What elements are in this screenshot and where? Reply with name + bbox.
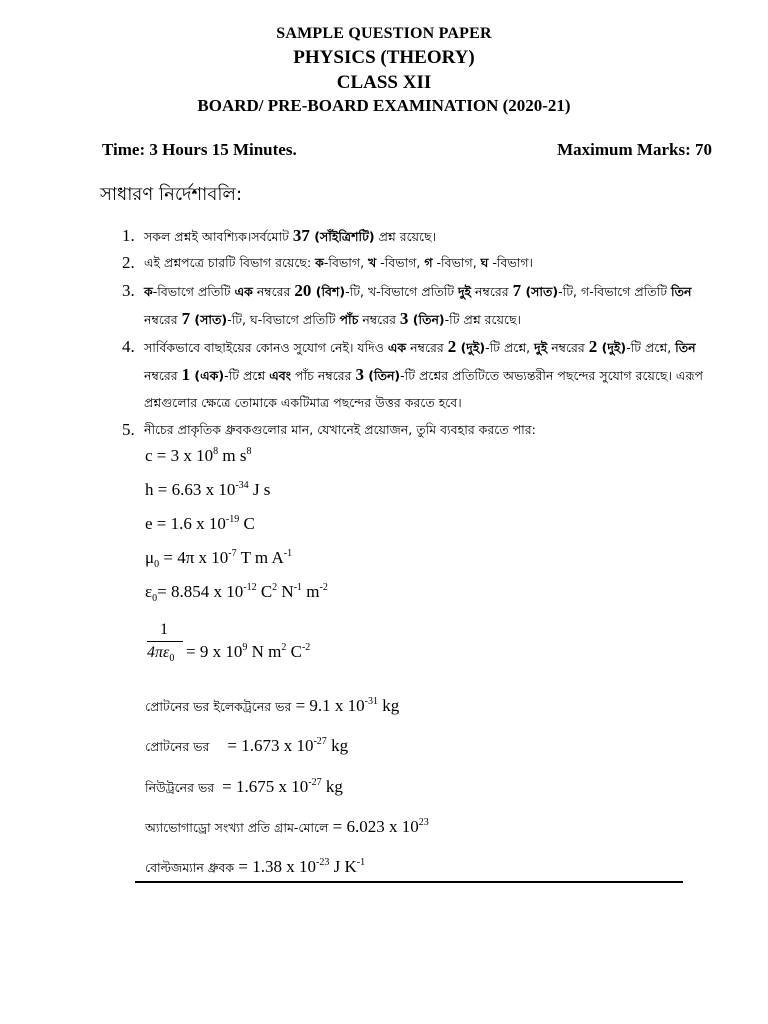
class-heading: CLASS XII (336, 72, 432, 93)
paper-type-heading: SAMPLE QUESTION PAPER (276, 25, 492, 42)
instruction-number: 5. (122, 420, 135, 439)
instruction-number: 3. (122, 281, 135, 300)
constant-boltzmann: বোল্টজম্যান ধ্রুবক = 1.38 x $10^{-23}$ J $K^{-1}$ (145, 857, 366, 876)
instruction-text: নীচের প্রাকৃতিক ধ্রুবকগুলোর মান, যেখানেই প্রয়োজন, তুমি ব্যবহার করতে পার: (144, 422, 536, 437)
fraction-bar (147, 641, 183, 642)
constant-permeability: $\mu_0 = 4\pi$ x $10^{-7}$ T m $A^{-1}$ (145, 548, 293, 570)
maximum-marks: Maximum Marks: 70 (557, 140, 712, 159)
constant-coulomb-rhs: = 9 x $10^9$ N $m^2$ $C^{-2}$ (186, 642, 311, 661)
instruction-item (122, 277, 722, 333)
subject-heading: PHYSICS (THEORY) (293, 47, 475, 68)
constant-permittivity: $\varepsilon_0= 8.854$ x $10^{-12}$ $C^2$ $N^{-1}$ $m^{-2}$ (145, 582, 328, 604)
instruction-text: ক-বিভাগে প্রতিটি এক নম্বরের 20 (বিশ)-টি, খ-বিভাগে প্রতিটি দুই নম্বরের 7 (সাত)-টি, গ-বিভাগে প্রতিটি তিন নম্বরের 7 (সাত)-টি, ঘ-বিভাগে প্রতিটি পাঁচ নম্বরের 3 (তিন)-টি প্রশ্ন রয়েছে। (144, 281, 692, 328)
instruction-text: সকল প্রশ্নই আবশ্যিক।সর্বমোট 37 (সাঁইত্রিশটি) প্রশ্ন রয়েছে। (144, 226, 437, 245)
time-allowed: Time: 3 Hours 15 Minutes. (102, 140, 297, 159)
exam-heading: BOARD/ PRE-BOARD EXAMINATION (2020-21) (197, 96, 571, 115)
constant-proton-electron-mass: প্রোটনের ভর ইলেকট্রনের ভর = 9.1 x $10^{-31}$ kg (145, 696, 400, 715)
constant-speed-of-light: c = 3 x $10^8$ m $s^8$ (145, 446, 252, 465)
instruction-text: সার্বিকভাবে বাছাইয়ের কোনও সুযোগ নেই। যদিও এক নম্বরের 2 (দুই)-টি প্রশ্নে, দুই নম্বরের 2 (দুই)-টি প্রশ্নে, তিন নম্বরের 1 (এক)-টি প্রশ্নে এবং পাঁচ নম্বরের 3 (তিন)-টি প্রশ্নের প্রতিটিতে অভ্যন্তরীন পছন্দের সুযোগ রয়েছে। এরূপ প্রশ্নগুলোর ক্ষেত্রে তোমাকে একটিমাত্র পছন্দের উত্তর করতে হবে। (144, 337, 704, 410)
instruction-number: 4. (122, 337, 135, 356)
constant-avogadro: অ্যাভোগাড্রো সংখ্যা প্রতি গ্রাম-মোলে = 6.023 x $10^{23}$ (145, 817, 429, 836)
instruction-item (122, 416, 722, 443)
section-divider (135, 881, 683, 883)
constant-planck: h = 6.63 x $10^{-34}$ J s (145, 480, 271, 499)
instruction-text: এই প্রশ্নপত্রে চারটি বিভাগ রয়েছে: ক-বিভাগ, খ -বিভাগ, গ -বিভাগ, ঘ -বিভাগ। (144, 255, 534, 270)
instruction-item (122, 249, 722, 276)
constant-neutron-mass: নিউট্রনের ভর = 1.675 x $10^{-27}$ kg (145, 777, 343, 796)
constant-electron-charge: e = 1.6 x $10^{-19}$ C (145, 514, 255, 533)
general-instructions-title: সাধারণ নির্দেশাবলি: (100, 184, 243, 205)
fraction-denominator: $4\pi\varepsilon_0$ (147, 644, 175, 664)
instruction-item (122, 222, 722, 250)
fraction-numerator: 1 (160, 621, 168, 638)
instruction-number: 1. (122, 226, 135, 245)
constant-proton-mass: প্রোটনের ভর = 1.673 x $10^{-27}$ kg (145, 736, 349, 755)
instruction-number: 2. (122, 253, 135, 272)
instruction-item (122, 333, 722, 416)
